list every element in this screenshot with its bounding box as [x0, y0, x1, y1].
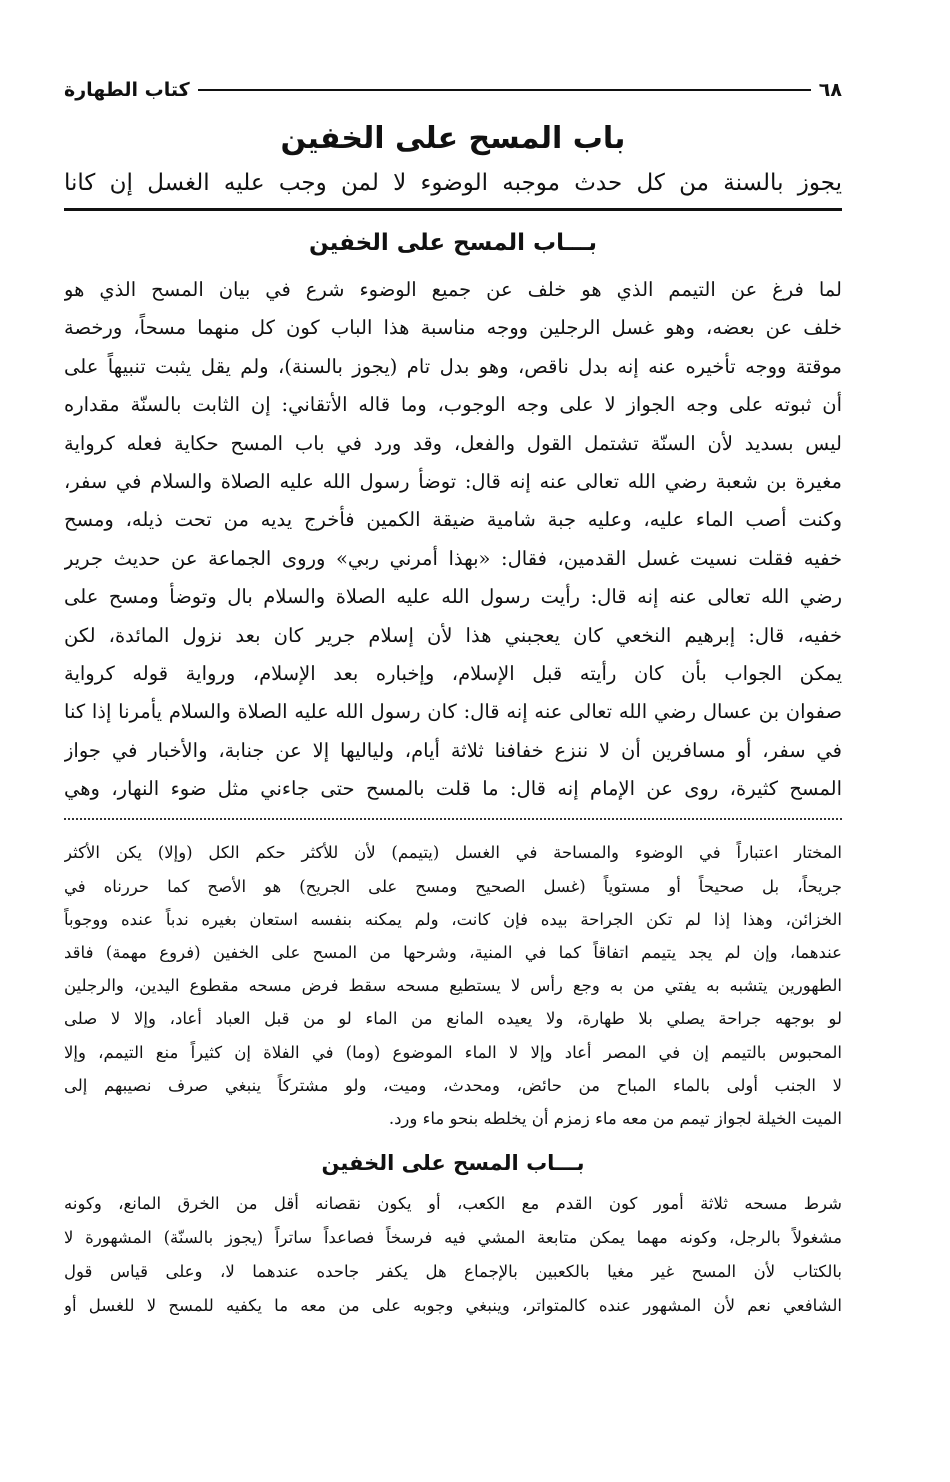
footnote-line: جريحاً، بل صحيحاً أو مستوياً (غسل الصحيح ومسح على الجريح) هو الأصح كما حررناه في: [64, 876, 842, 896]
footnote-line: الميت الخيلة لجواز تيمم من معه ماء زمزم أن يخلطه بنحو ماء ورد.: [388, 1108, 842, 1128]
book-page: [64, 70, 842, 1323]
commentary-line: موقتة ووجه تأخيره عنه إنه بدل ناقص، وهو بدل تام (يجوز بالسنة)، ولم يقل يثبت تنبيهاً على: [64, 354, 842, 378]
footnote2-line: مشغولاً بالرجل، وكونه مهما يمكن متابعة المشي فيه فرسخاً فصاعداً ساتراً (يجوز بالسنّة) المشهورة لا: [64, 1228, 842, 1248]
footnote-line: الطهورين يتشبه به يفتي من به وجع رأس لا يستطيع مسحه سقط فرض مسحه مقطوع اليدين، والرجلين: [64, 976, 842, 996]
commentary-line: صفوان بن عسال رضي الله تعالى عنه إنه قال: كان رسول الله عليه الصلاة والسلام يأمرنا إذا كنا: [64, 700, 842, 724]
commentary-line: لما فرغ عن التيمم الذي هو خلف عن جميع الوضوء شرع في بيان المسح الذي هو: [64, 278, 842, 301]
footnote-line: المختار اعتباراً في الوضوء والمساحة في الغسل (يتيمم) لأن للأكثر حكم الكل (وإلا) يكن الأكثر: [64, 843, 842, 863]
commentary-line: يمكن الجواب بأن كان رأيته قبل الإسلام، وإخباره بعد الإسلام، ورواية قوله كرواية: [64, 661, 842, 685]
footnote-line: عندهما، وإن لم يجد يتيمم اتفاقاً كما في المنية، وشرحها من المسح على الخفين (فروع مهمة) فاقد: [64, 943, 842, 963]
footnote-line: الخزائن، وهذا إذا لم تكن الجراحة بيده فإن كانت، ولم يمكنه بنفسه استعان بغيره ندباً عنده ووجوباً: [64, 909, 842, 929]
commentary-body: [64, 271, 842, 808]
chapter-title: باب المسح على الخفين: [280, 121, 626, 156]
commentary-line: أن ثبوته على وجه الجواز لا على وجه الوجوب، وما قاله الأتقاني: إن الثابت بالسنّة مقداره: [64, 393, 842, 417]
commentary-line: مغيرة بن شعبة رضي الله تعالى عنه إنه قال: توضأ رسول الله عليه الصلاة والسلام في سفر،: [64, 469, 842, 493]
commentary-line: ليس بسديد لأن السنّة تشتمل القول والفعل، وقد ورد في باب المسح حكاية فعله كرواية: [64, 431, 842, 455]
commentary-heading: بـــاب المسح على الخفين: [308, 230, 598, 256]
commentary-line: وكنت أصب الماء عليه، وعليه جبة شامية ضيقة الكمين فأخرج يديه من تحت ذيله، ومسح: [64, 508, 842, 532]
section-divider: [64, 208, 842, 211]
footnote-divider: [64, 818, 842, 820]
footnote-line: المحبوس بالتيمم إن في المصر أعاد وإلا لا الماء الموضوع (وما) في الفلاة إن كثيراً منع التيمم، وإلا: [64, 1042, 842, 1062]
commentary-line: في سفر، أو مسافرين أن لا ننزع خفافنا ثلاثة أيام، ولياليها إلا عن جنابة، والأخبار في جواز: [64, 738, 842, 762]
page-number: ٦٨: [818, 79, 842, 101]
footnote-body: [64, 836, 842, 1135]
footnote-heading: بـــاب المسح على الخفين: [321, 1151, 585, 1176]
commentary-line: خفيه، قال: إبرهيم النخعي كان يعجبني هذا لأن إسلام جرير كان بعد نزول المائدة، لكن: [64, 623, 842, 647]
header-rule: [198, 89, 811, 91]
footnote-line: لا الجنب أولى بالماء المباح من حائض، ومحدث، وميت، ولو مشتركاً ينبغي صرف نصيبهم إلى: [64, 1075, 842, 1095]
footnote-line: لو بوجهه جراحة يصلي بلا طهارة، ولا يعيده المانع من الماء لو من قبل العباد أعاد، وإلا لا صلى: [64, 1009, 842, 1029]
running-header: [64, 70, 842, 110]
footnote2-body: [64, 1187, 842, 1323]
commentary-line: خفيه فقلت نسيت غسل القدمين، فقال: «بهذا أمرني ربي» وروى الجماعة عن حديث جرير: [64, 546, 842, 570]
commentary-line: رضي الله تعالى عنه إنه قال: رأيت رسول الله عليه الصلاة والسلام بال وتوضأ ومسح على: [64, 585, 842, 609]
matn-text: يجوز بالسنة من كل حدث موجبه الوضوء لا لمن وجب عليه الغسل إن كانا: [64, 170, 842, 196]
footnote2-line: الشافعي نعم لأن المشهور عنده كالمتواتر، وينبغي وجوبه على من معه ما يكفيه للمسح لا للغسل أو: [64, 1296, 842, 1316]
footnote2-line: بالكتاب لأن المسح غير مغيا بالكعبين بالإجماع هل يكفر جاحده عندهما لا، وعلى قياس قول: [64, 1262, 842, 1282]
book-title: كتاب الطهارة: [64, 79, 190, 101]
footnote2-line: شرط مسحه ثلاثة أمور كون القدم مع الكعب، أو يكون نقصانه أقل من الخرق المانع، وكونه: [64, 1194, 842, 1214]
commentary-line: المسح كثيرة، روى عن الإمام إنه قال: ما قلت بالمسح حتى جاءني مثل ضوء النهار، وهي: [64, 777, 842, 801]
commentary-line: خلف عن بعضه، وهو غسل الرجلين ووجه مناسبة هذا الباب كون كل منهما مسحاً، ورخصة: [64, 316, 842, 340]
